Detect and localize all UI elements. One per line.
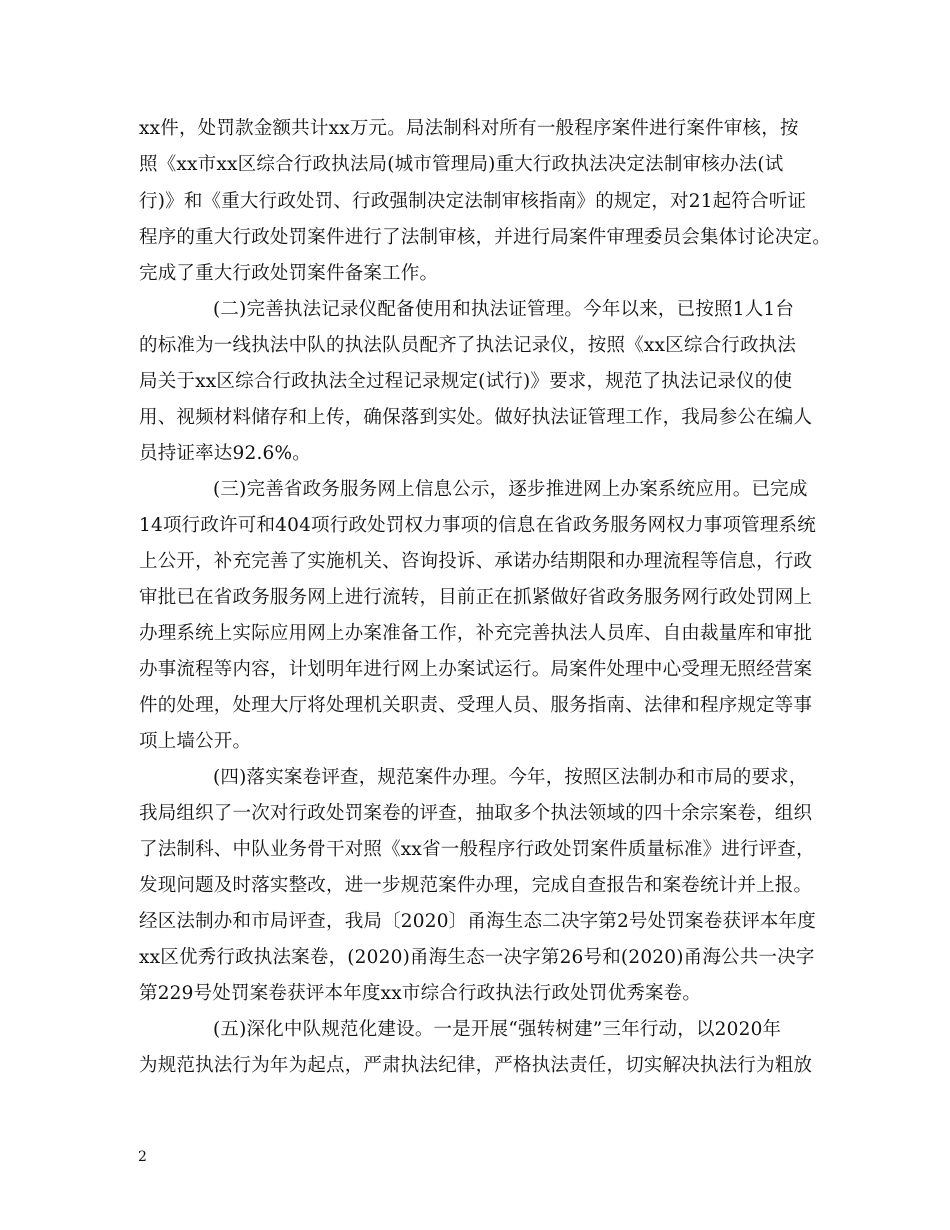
text-line: 为规范执法行为年为起点，严肃执法纪律，严格执法责任，切实解决执法行为粗放 [139,1055,813,1076]
text-line: 第229号处罚案卷获评本年度xx市综合行政执法行政处罚优秀案卷。 [139,983,702,1004]
paragraph-heading-5: (五)深化中队规范化建设。一是开展“强转树建”三年行动，以2020年 [213,1019,782,1040]
text-line: 办理系统上实际应用网上办案准备工作，补充完善执法人员库、自由裁量库和审批 [139,623,813,644]
text-line: 的标准为一线执法中队的执法队员配齐了执法记录仪，按照《xx区综合行政执法 [139,335,797,356]
text-line: 审批已在省政务服务网上进行流转，目前正在抓紧做好省政务服务网行政处罚网上 [139,587,813,608]
paragraph-heading-3: (三)完善省政务服务网上信息公示，逐步推进网上办案系统应用。已完成 [213,479,808,500]
text-line: 用、视频材料储存和上传，确保落到实处。做好执法证管理工作，我局参公在编人 [139,407,813,428]
text-line: 程序的重大行政处罚案件进行了法制审核，并进行局案件审理委员会集体讨论决定。 [139,227,831,248]
paragraph-heading-2: (二)完善执法记录仪配备使用和执法证管理。今年以来，已按照1人1台 [213,299,795,320]
text-line: 上公开，补充完善了实施机关、咨询投诉、承诺办结期限和办理流程等信息，行政 [139,551,813,572]
paragraph-heading-4: (四)落实案卷评查，规范案件办理。今年，按照区法制办和市局的要求， [213,767,808,788]
text-line: 完成了重大行政处罚案件备案工作。 [139,263,439,284]
text-line: 了法制科、中队业务骨干对照《xx省一般程序行政处罚案件质量标准》进行评查， [139,839,815,860]
text-line: 经区法制办和市局评查，我局〔2020〕甬海生态二决字第2号处罚案卷获评本年度 [139,911,816,932]
text-line: 办事流程等内容，计划明年进行网上办案试运行。局案件处理中心受理无照经营案 [139,659,813,680]
text-line: xx区优秀行政执法案卷，(2020)甬海生态一决字第26号和(2020)甬海公共一决字 [139,947,815,968]
text-line: 我局组织了一次对行政处罚案卷的评查，抽取多个执法领域的四十余宗案卷，组织 [139,803,813,824]
text-line: 局关于xx区综合行政执法全过程记录规定(试行)》要求，规范了执法记录仪的使 [139,371,793,392]
text-line: 14项行政许可和404项行政处罚权力事项的信息在省政务服务网权力事项管理系统 [139,515,816,536]
text-line: 发现问题及时落实整改，进一步规范案件办理，完成自查报告和案卷统计并上报。 [139,875,813,896]
text-line: 件的处理，处理大厅将处理机关职责、受理人员、服务指南、法律和程序规定等事 [139,695,813,716]
text-line: 员持证率达92.6%。 [139,443,311,464]
text-line: xx件，处罚款金额共计xx万元。局法制科对所有一般程序案件进行案件审核，按 [139,118,799,139]
text-line: 项上墙公开。 [139,731,252,752]
text-line: 行)》和《重大行政处罚、行政强制决定法制审核指南》的规定，对21起符合听证 [139,191,807,212]
text-line: 照《xx市xx区综合行政执法局(城市管理局)重大行政执法决定法制审核办法(试 [139,154,784,175]
page-number: 2 [138,1149,147,1165]
